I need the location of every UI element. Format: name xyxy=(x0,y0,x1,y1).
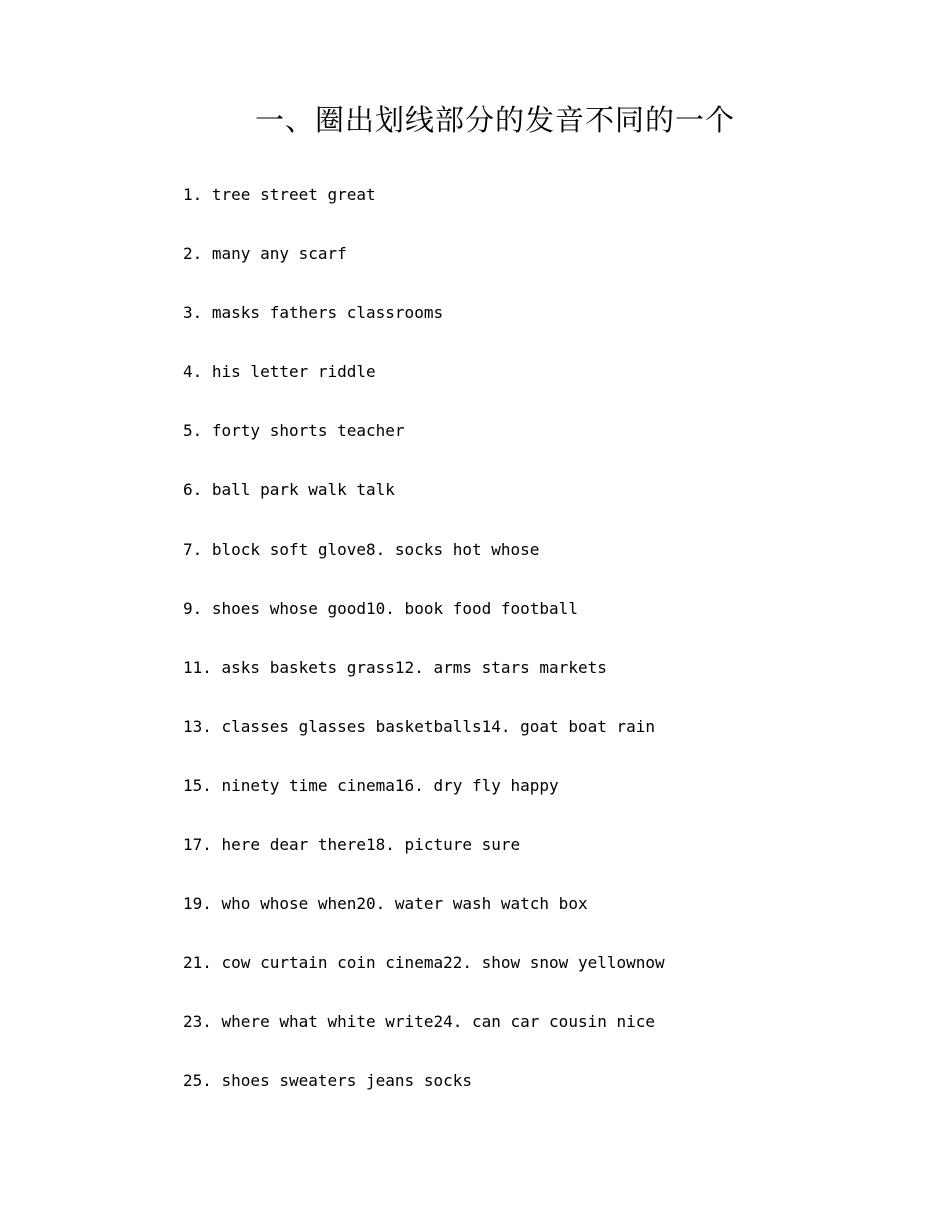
exercise-item-2: 2. many any scarf xyxy=(183,244,347,264)
page-title: 一、圈出划线部分的发音不同的一个 xyxy=(254,103,735,137)
exercise-item-3: 3. masks fathers classrooms xyxy=(183,303,444,323)
exercise-item-9: 11. asks baskets grass12. arms stars markets xyxy=(183,657,607,677)
exercise-item-7: 7. block soft glove8. socks hot whose xyxy=(183,539,540,559)
exercise-item-14: 21. cow curtain coin cinema22. show snow yellownow xyxy=(183,953,665,973)
exercise-item-11: 15. ninety time cinema16. dry fly happy xyxy=(183,775,559,795)
exercise-item-10: 13. classes glasses basketballs14. goat boat rain xyxy=(183,716,656,736)
exercise-item-15: 23. where what white write24. can car cousin nice xyxy=(183,1012,656,1032)
exercise-list xyxy=(183,178,665,1124)
exercise-item-4: 4. his letter riddle xyxy=(183,362,376,382)
exercise-item-13: 19. who whose when20. water wash watch box xyxy=(183,894,588,914)
exercise-item-8: 9. shoes whose good10. book food football xyxy=(183,598,578,618)
exercise-item-1: 1. tree street great xyxy=(183,185,376,204)
exercise-item-12: 17. here dear there18. picture sure xyxy=(183,835,521,855)
exercise-item-6: 6. ball park walk talk xyxy=(183,480,395,500)
exercise-item-5: 5. forty shorts teacher xyxy=(183,421,405,441)
exercise-item-16: 25. shoes sweaters jeans socks xyxy=(183,1071,472,1091)
